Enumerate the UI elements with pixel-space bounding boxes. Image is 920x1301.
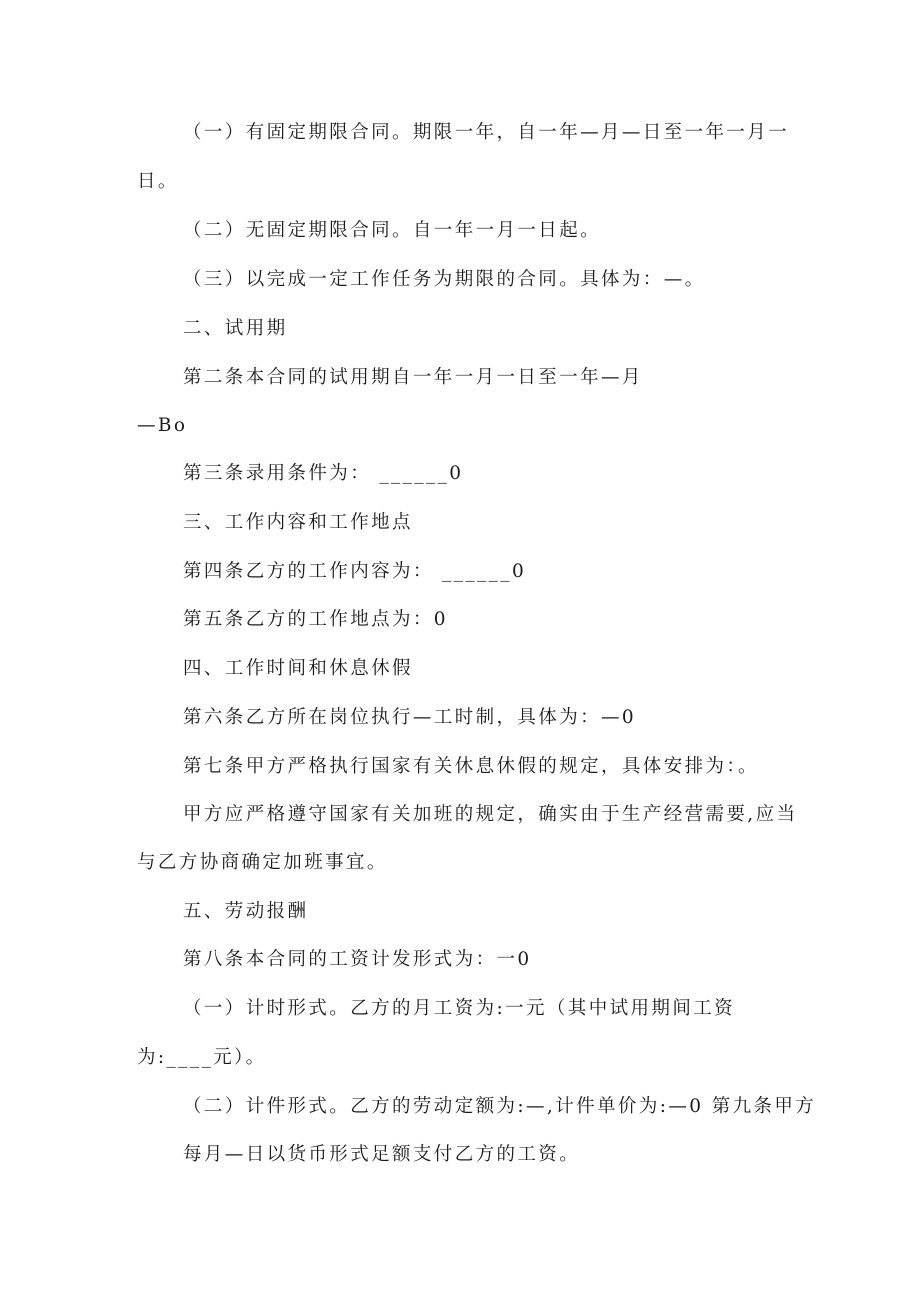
article-8: 第八条本合同的工资计发形式为：一0 bbox=[183, 949, 532, 970]
section-heading-work-content: 三、工作内容和工作地点 bbox=[183, 512, 413, 533]
article-9-continued: 每月—日以货币形式足额支付乙方的工资。 bbox=[183, 1144, 581, 1165]
article-4: 第四条乙方的工作内容为： ______0 bbox=[183, 561, 527, 582]
article-7: 第七条甲方严格执行国家有关休息休假的规定，具体安排为：。 bbox=[183, 756, 759, 777]
clause-fixed-term-continued: 日。 bbox=[137, 171, 179, 192]
article-6: 第六条乙方所在岗位执行—工时制，具体为：—0 bbox=[183, 707, 637, 728]
overtime-paragraph-continued: 与乙方协商确定加班事宜。 bbox=[137, 852, 388, 873]
article-2-continued: —Bo bbox=[137, 415, 188, 436]
overtime-paragraph: 甲方应严格遵守国家有关加班的规定，确实由于生产经营需要,应当 bbox=[183, 804, 798, 825]
article-2: 第二条本合同的试用期自一年一月一日至一年—月 bbox=[183, 367, 643, 388]
clause-fixed-term: （一）有固定期限合同。期限一年，自一年—月—日至一年一月一 bbox=[183, 122, 790, 143]
clause-piece-rate-pay: （二）计件形式。乙方的劳动定额为:—,计件单价为:—0 第九条甲方 bbox=[183, 1096, 817, 1117]
clause-time-based-pay: （一）计时形式。乙方的月工资为:一元（其中试用期间工资 bbox=[183, 998, 736, 1019]
section-heading-probation: 二、试用期 bbox=[183, 318, 288, 339]
clause-task-term: （三）以完成一定工作任务为期限的合同。具体为：—。 bbox=[183, 269, 706, 290]
section-heading-work-hours: 四、工作时间和休息休假 bbox=[183, 658, 413, 679]
section-heading-remuneration: 五、劳动报酬 bbox=[183, 901, 309, 922]
article-5: 第五条乙方的工作地点为：0 bbox=[183, 609, 448, 630]
article-3: 第三条录用条件为： ______0 bbox=[183, 463, 464, 484]
clause-time-based-pay-continued: 为:____元）。 bbox=[137, 1047, 267, 1068]
clause-open-term: （二）无固定期限合同。自一年一月一日起。 bbox=[183, 220, 602, 241]
